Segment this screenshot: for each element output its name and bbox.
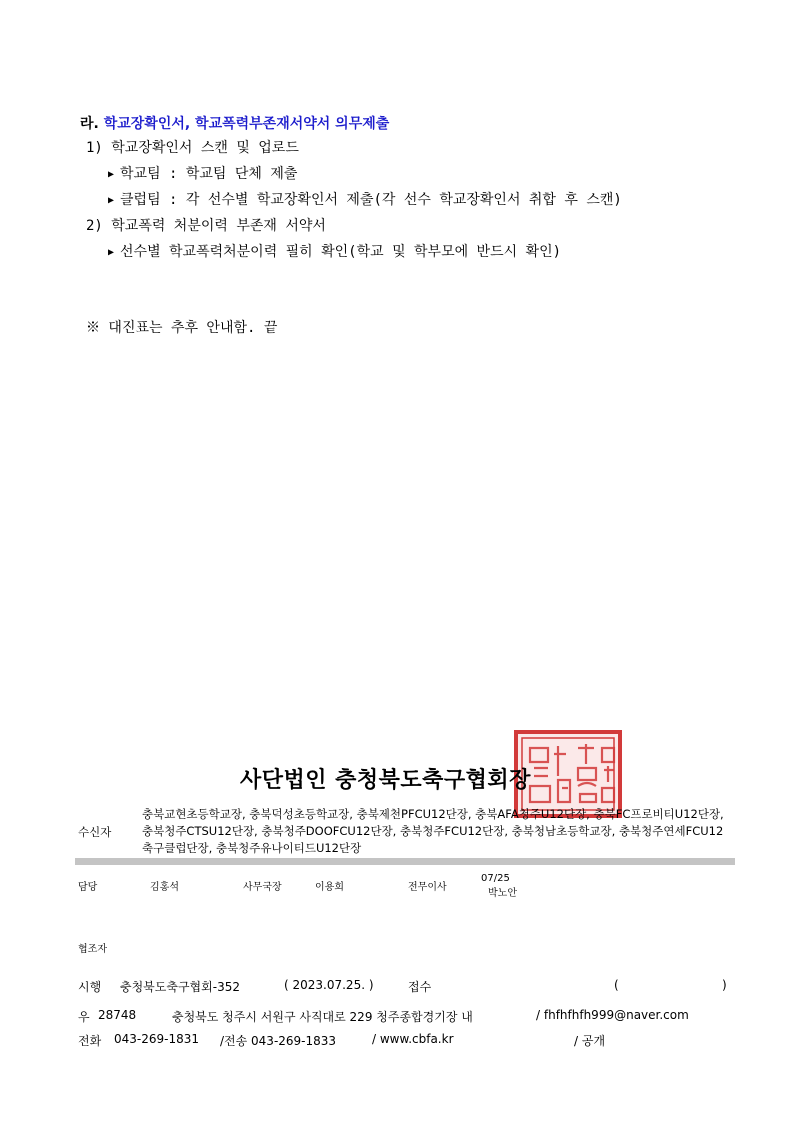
approval-name-staff: 김홍석 [150,882,179,893]
item-1-sub-1 [108,163,297,183]
item-2-sub-1-text: 선수별 학교폭력처분이력 필히 확인(학교 및 학부모에 반드시 확인) [120,244,562,260]
street-address: 충청북도 청주시 서원구 사직대로 229 청주종합경기장 내 [172,1010,473,1024]
divider-bar [75,858,735,865]
receipt-paren-close: ) [722,978,727,992]
item-2-sub-1 [108,241,561,261]
approval-role-director: 전무이사 [408,882,447,893]
phone-label: 전화 [78,1034,102,1048]
item-1-sub-1-text: 학교팀 : 학교팀 단체 제출 [120,166,298,182]
triangle-bullet-icon: ▶ [108,195,115,206]
item-2: 2) 학교폭력 처분이력 부존재 서약서 [86,218,326,234]
organization-name: 사단법인 충청북도축구협회장 [240,768,531,793]
triangle-bullet-icon: ▶ [108,247,115,258]
approval-role-secretary: 사무국장 [243,882,282,893]
website: / www.cbfa.kr [372,1032,454,1046]
fax-number: /전송 043-269-1833 [220,1034,337,1048]
receipt-paren-open: ( [614,978,619,992]
enforcement-date: ( 2023.07.25. ) [284,978,374,992]
disclosure-status: / 공개 [574,1034,606,1048]
postal-code: 28748 [98,1008,137,1022]
item-1-sub-2 [108,189,622,209]
section-marker: 라. [80,116,99,132]
email-address: / fhfhfhfh999@naver.com [536,1008,689,1022]
recipients-list: 충북교현초등학교장, 충북덕성초등학교장, 충북제천PFCU12단장, 충북AFA청주U12단장, 충북FC프로비티U12단장, 충북청주CTSU12단장, 충북청주DOOFCU12단장, 충북청주FCU12단장, 충북청남초등학교장, 충북청주연세FCU12축구클럽단장, 충북청주유나이티드U12단장 [142,807,724,855]
recipients-label: 수신자 [78,825,112,839]
item-1-sub-2-text: 클럽팀 : 각 선수별 학교장확인서 제출(각 선수 학교장확인서 취합 후 스캔) [120,192,622,208]
enforcement-label: 시행 [78,980,102,994]
approval-date-director: 07/25 [481,873,510,884]
document-number: 충청북도축구협회-352 [120,980,240,994]
section-title [80,113,389,133]
receipt-label: 접수 [408,980,432,994]
approval-role-staff: 담당 [78,882,98,893]
section-title-text: 학교장확인서, 학교폭력부존재서약서 의무제출 [103,116,390,132]
approval-name-secretary: 이용희 [315,882,344,893]
triangle-bullet-icon: ▶ [108,169,115,180]
postal-label: 우 [78,1010,90,1024]
phone-number: 043-269-1831 [114,1032,200,1046]
closing-note: ※ 대진표는 추후 안내함. 끝 [86,320,278,336]
item-1: 1) 학교장확인서 스캔 및 업로드 [86,140,299,156]
cooperation-label: 협조자 [78,944,107,955]
approval-name-director: 박노안 [488,888,517,899]
